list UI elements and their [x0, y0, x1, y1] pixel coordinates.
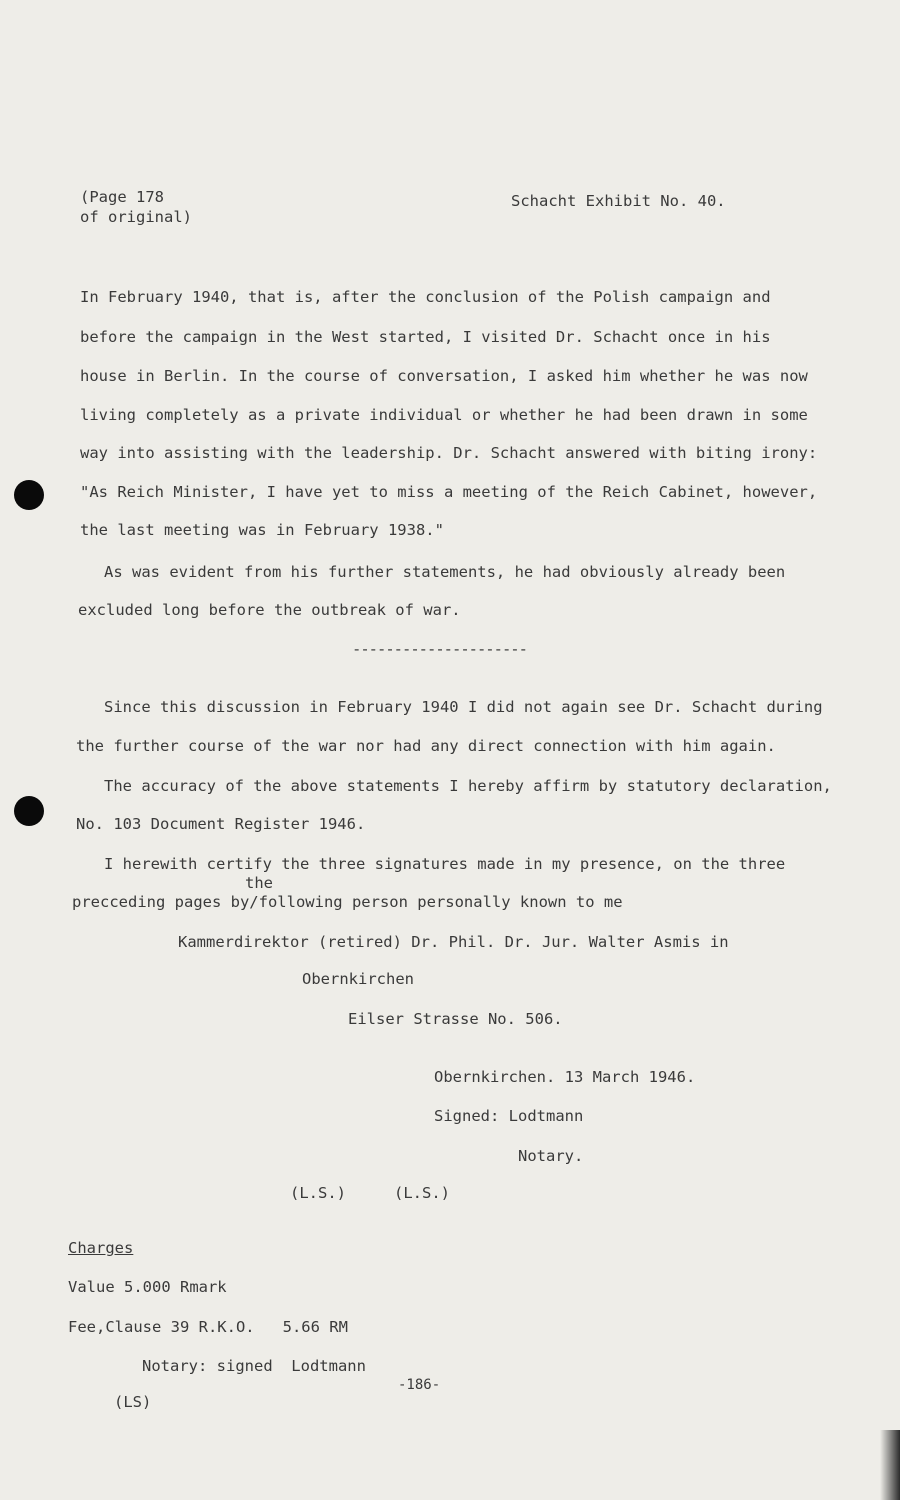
paragraph-1-line-4: living completely as a private individual or whether he had been drawn in some: [80, 406, 808, 424]
certified-street: Eilser Strasse No. 506.: [348, 1010, 563, 1028]
paragraph-4-line-2: No. 103 Document Register 1946.: [76, 815, 366, 833]
paragraph-1-line-2: before the campaign in the West started, I visited Dr. Schacht once in his: [80, 328, 771, 346]
paragraph-1-line-3: house in Berlin. In the course of conversation, I asked him whether he was now: [80, 367, 808, 385]
charges-notary: Notary: signed Lodtmann: [142, 1357, 366, 1375]
page-reference-line2: of original): [80, 208, 192, 226]
paragraph-1-line-1: In February 1940, that is, after the conclusion of the Polish campaign and: [80, 288, 771, 306]
certification-line-1: I herewith certify the three signatures made in my presence, on the three: [104, 855, 786, 873]
charges-fee: Fee,Clause 39 R.K.O. 5.66 RM: [68, 1318, 348, 1336]
charges-value: Value 5.000 Rmark: [68, 1278, 227, 1296]
page-edge-shadow: [880, 1430, 900, 1500]
certification-line-2: precceding pages by/following person personally known to me: [72, 893, 623, 911]
certified-person: Kammerdirektor (retired) Dr. Phil. Dr. Jur. Walter Asmis in: [178, 933, 729, 951]
page-reference-line1: (Page 178: [80, 188, 164, 206]
section-divider: ---------------------: [352, 640, 527, 658]
seal-1: (L.S.): [290, 1184, 346, 1202]
exhibit-title: Schacht Exhibit No. 40.: [511, 192, 726, 210]
charges-seal: (LS): [114, 1393, 152, 1411]
page-number: -186-: [398, 1377, 441, 1393]
paragraph-1-line-5: way into assisting with the leadership. Dr. Schacht answered with biting irony:: [80, 444, 818, 462]
signed-line: Signed: Lodtmann: [434, 1107, 584, 1125]
certified-town: Obernkirchen: [302, 970, 414, 988]
paragraph-2-line-1: As was evident from his further statements, he had obviously already been: [104, 563, 786, 581]
paragraph-4-line-1: The accuracy of the above statements I hereby affirm by statutory declaration,: [104, 777, 832, 795]
paragraph-3-line-1: Since this discussion in February 1940 I did not again see Dr. Schacht during: [104, 698, 823, 716]
paragraph-2-line-2: excluded long before the outbreak of war.: [78, 601, 461, 619]
seal-2: (L.S.): [394, 1184, 450, 1202]
place-and-date: Obernkirchen. 13 March 1946.: [434, 1068, 696, 1086]
punch-hole-top: [14, 480, 44, 510]
paragraph-1-line-7: the last meeting was in February 1938.": [80, 521, 444, 539]
charges-heading: Charges: [68, 1239, 134, 1257]
notary-title: Notary.: [518, 1147, 584, 1165]
paragraph-1-line-6: "As Reich Minister, I have yet to miss a meeting of the Reich Cabinet, however,: [80, 483, 818, 501]
paragraph-3-line-2: the further course of the war nor had any direct connection with him again.: [76, 737, 776, 755]
punch-hole-bottom: [14, 796, 44, 826]
certification-insertion: the: [245, 874, 273, 892]
